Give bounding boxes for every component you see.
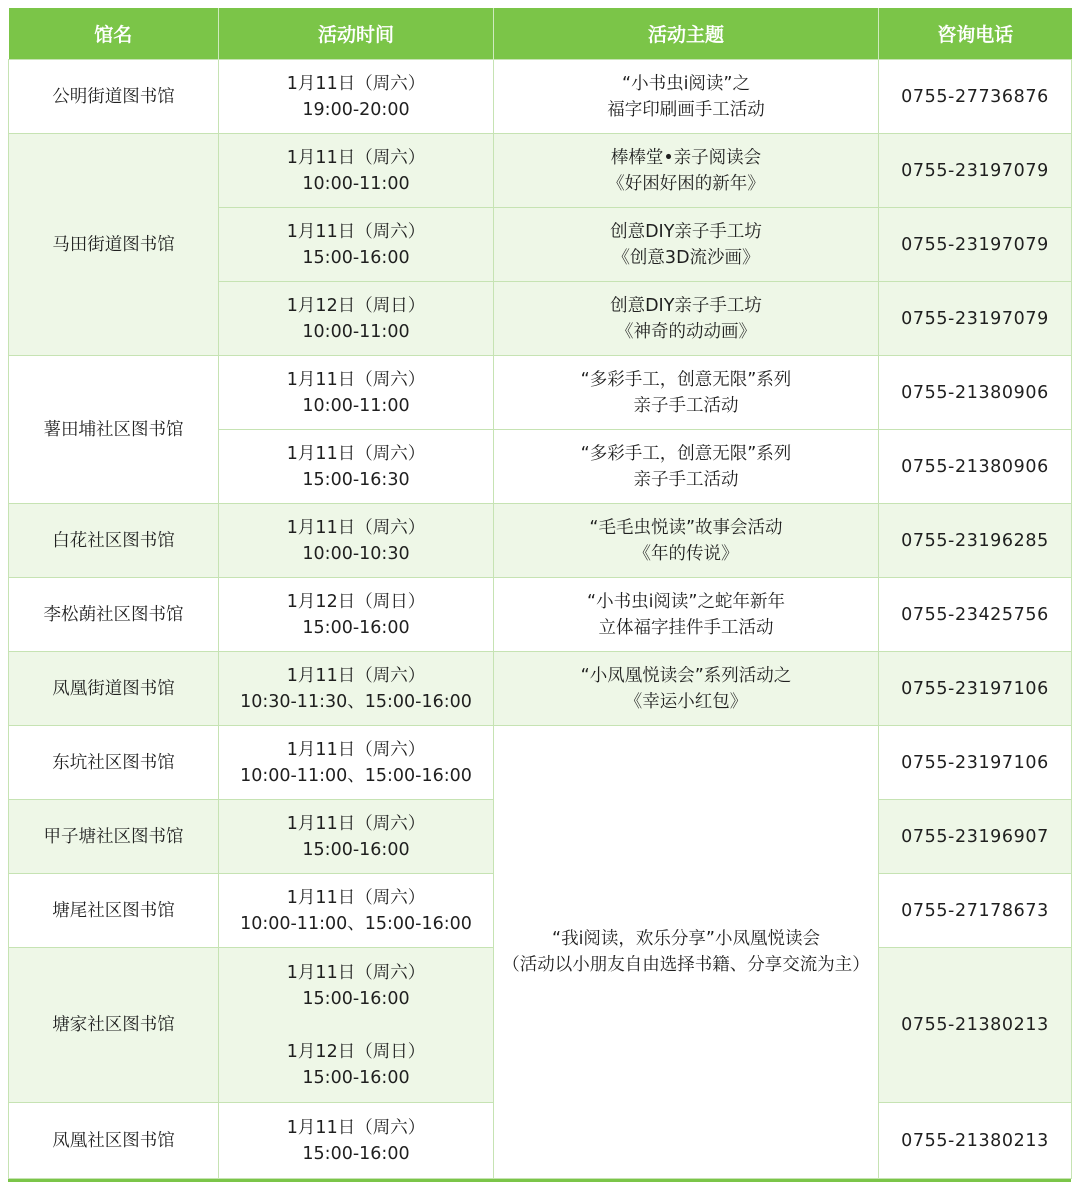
- activity-hours: 10:00-11:00: [302, 395, 410, 416]
- phone-cell: 0755-21380213: [879, 948, 1072, 1103]
- activity-hours: 15:00-16:00: [302, 617, 410, 638]
- activity-date: 1月11日（周六）: [286, 739, 426, 760]
- phone-cell: 0755-23425756: [879, 578, 1072, 652]
- activity-hours: 15:00-16:00: [302, 839, 410, 860]
- phone-cell: 0755-23196285: [879, 504, 1072, 578]
- activity-hours: 19:00-20:00: [302, 99, 410, 120]
- library-name-cell: 塘尾社区图书馆: [9, 874, 219, 948]
- library-name-cell: 白花社区图书馆: [9, 504, 219, 578]
- activity-hours: 10:00-11:00: [302, 321, 410, 342]
- activity-theme-cell: [494, 504, 879, 578]
- activity-date: 1月11日（周六）: [286, 962, 426, 983]
- activity-hours-2: 15:00-16:00: [302, 1067, 410, 1088]
- table-bottom-border: [8, 1179, 1071, 1182]
- theme-line-1: “小书虫i阅读”之: [622, 73, 750, 94]
- phone-cell: 0755-23197079: [879, 282, 1072, 356]
- activity-theme-cell: [494, 356, 879, 430]
- phone-cell: 0755-21380906: [879, 430, 1072, 504]
- theme-line-2: 《幸运小红包》: [624, 691, 748, 712]
- theme-line-2: 《年的传说》: [633, 543, 739, 564]
- activity-time-cell: [219, 652, 494, 726]
- header-phone: 咨询电话: [879, 8, 1072, 60]
- theme-line-2: 《创意3D流沙画》: [612, 247, 760, 268]
- activity-schedule-table: [8, 8, 1072, 1179]
- library-name-cell: 东坑社区图书馆: [9, 726, 219, 800]
- phone-cell: 0755-23197106: [879, 726, 1072, 800]
- activity-date: 1月11日（周六）: [286, 517, 426, 538]
- theme-line-1: “小书虫i阅读”之蛇年新年: [587, 591, 785, 612]
- activity-date: 1月11日（周六）: [286, 369, 426, 390]
- activity-date: 1月11日（周六）: [286, 887, 426, 908]
- activity-time-cell: [219, 208, 494, 282]
- activity-time-cell: [219, 356, 494, 430]
- activity-date: 1月11日（周六）: [286, 73, 426, 94]
- library-name-cell: 甲子塘社区图书馆: [9, 800, 219, 874]
- activity-time-cell: [219, 948, 494, 1103]
- activity-date: 1月11日（周六）: [286, 221, 426, 242]
- theme-line-1: 棒棒堂•亲子阅读会: [610, 147, 762, 168]
- activity-time-cell: [219, 726, 494, 800]
- phone-cell: 0755-23197106: [879, 652, 1072, 726]
- header-library-name: 馆名: [9, 8, 219, 60]
- theme-line-1: 创意DIY亲子手工坊: [610, 295, 762, 316]
- phone-cell: 0755-27178673: [879, 874, 1072, 948]
- shared-theme-line-1: “我i阅读，欢乐分享”小凤凰悦读会: [552, 929, 820, 949]
- theme-line-1: “毛毛虫悦读”故事会活动: [589, 517, 783, 538]
- activity-time-cell: [219, 578, 494, 652]
- library-name-cell: 凤凰街道图书馆: [9, 652, 219, 726]
- activity-hours: 10:00-11:00: [302, 173, 410, 194]
- theme-line-1: “多彩手工，创意无限”系列: [580, 369, 792, 390]
- activity-time-cell: [219, 874, 494, 948]
- table-row: [9, 60, 1072, 134]
- activity-date: 1月12日（周日）: [286, 591, 426, 612]
- activity-hours: 15:00-16:30: [302, 469, 410, 490]
- shared-theme-cell: [494, 726, 879, 1179]
- library-name-cell: 薯田埔社区图书馆: [9, 356, 219, 504]
- activity-date: 1月12日（周日）: [286, 295, 426, 316]
- theme-line-2: 《神奇的动动画》: [616, 321, 756, 342]
- activity-hours: 10:00-11:00、15:00-16:00: [240, 765, 472, 786]
- activity-date: 1月11日（周六）: [286, 813, 426, 834]
- phone-cell: 0755-23197079: [879, 208, 1072, 282]
- activity-time-cell: [219, 800, 494, 874]
- activity-theme-cell: [494, 430, 879, 504]
- activity-theme-cell: [494, 208, 879, 282]
- library-name-cell: 凤凰社区图书馆: [9, 1103, 219, 1179]
- table-row: [9, 726, 1072, 800]
- theme-line-2: 亲子手工活动: [633, 469, 739, 490]
- activity-time-cell: [219, 430, 494, 504]
- activity-theme-cell: [494, 652, 879, 726]
- activity-hours: 10:00-11:00、15:00-16:00: [240, 913, 472, 934]
- activity-date: 1月11日（周六）: [286, 147, 426, 168]
- activity-date: 1月11日（周六）: [286, 443, 426, 464]
- header-activity-theme: 活动主题: [494, 8, 879, 60]
- activity-date: 1月11日（周六）: [286, 1117, 426, 1138]
- table-row: [9, 652, 1072, 726]
- theme-line-2: 立体福字挂件手工活动: [598, 617, 774, 638]
- phone-cell: 0755-27736876: [879, 60, 1072, 134]
- activity-theme-cell: [494, 282, 879, 356]
- table-row: [9, 134, 1072, 208]
- phone-cell: 0755-21380213: [879, 1103, 1072, 1179]
- theme-line-2: 《好困好困的新年》: [607, 173, 765, 194]
- theme-line-1: “小凤凰悦读会”系列活动之: [580, 665, 792, 686]
- phone-cell: 0755-23196907: [879, 800, 1072, 874]
- activity-hours: 15:00-16:00: [302, 988, 410, 1009]
- library-name-cell: 塘家社区图书馆: [9, 948, 219, 1103]
- activity-date-2: 1月12日（周日）: [286, 1041, 426, 1062]
- table-header-row: [9, 8, 1072, 60]
- table-row: [9, 356, 1072, 430]
- library-name-cell: 马田街道图书馆: [9, 134, 219, 356]
- activity-theme-cell: [494, 134, 879, 208]
- activity-time-cell: [219, 60, 494, 134]
- activity-date: 1月11日（周六）: [286, 665, 426, 686]
- theme-line-1: “多彩手工，创意无限”系列: [580, 443, 792, 464]
- activity-hours: 15:00-16:00: [302, 247, 410, 268]
- activity-theme-cell: [494, 578, 879, 652]
- library-name-cell: 李松蓢社区图书馆: [9, 578, 219, 652]
- activity-hours: 10:00-10:30: [302, 543, 410, 564]
- theme-line-1: 创意DIY亲子手工坊: [610, 221, 762, 242]
- spacer: [223, 1012, 489, 1039]
- theme-line-2: 亲子手工活动: [633, 395, 739, 416]
- activity-time-cell: [219, 1103, 494, 1179]
- library-name-cell: 公明街道图书馆: [9, 60, 219, 134]
- table-row: [9, 504, 1072, 578]
- activity-time-cell: [219, 282, 494, 356]
- activity-theme-cell: [494, 60, 879, 134]
- phone-cell: 0755-21380906: [879, 356, 1072, 430]
- activity-time-cell: [219, 504, 494, 578]
- activity-hours: 10:30-11:30、15:00-16:00: [240, 691, 472, 712]
- activity-table-wrapper: [8, 8, 1071, 1179]
- theme-line-2: 福字印刷画手工活动: [607, 99, 765, 120]
- table-row: [9, 578, 1072, 652]
- shared-theme-line-2: （活动以小朋友自由选择书籍、分享交流为主）: [502, 955, 870, 975]
- activity-hours: 15:00-16:00: [302, 1143, 410, 1164]
- phone-cell: 0755-23197079: [879, 134, 1072, 208]
- header-activity-time: 活动时间: [219, 8, 494, 60]
- activity-time-cell: [219, 134, 494, 208]
